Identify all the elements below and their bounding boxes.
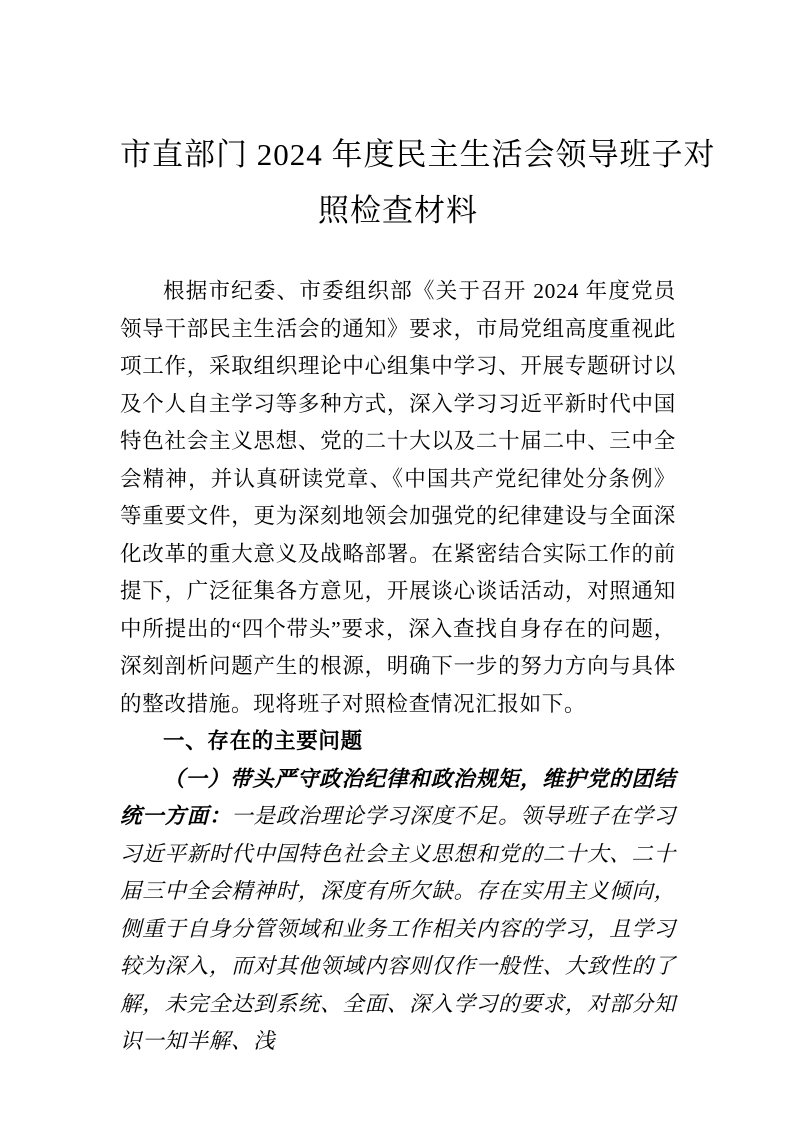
section-one-heading: 一、存在的主要问题	[163, 729, 363, 753]
subsection-one-lead: （一）带头严守政治纪律和政治规矩，维护党的团结统一方面：	[120, 766, 676, 828]
subsection-one-paragraph	[120, 761, 676, 1061]
document-title-line2: 照检查材料	[318, 193, 478, 228]
document-body	[120, 273, 676, 1061]
document-title-line1: 市直部门 2024 年度民主生活会领导班子对	[120, 137, 716, 172]
document-title	[120, 127, 716, 239]
document-content	[120, 127, 716, 1061]
subsection-one-text: 一是政治理论学习深度不足。领导班子在学习习近平新时代中国特色社会主义思想和党的二十大、二十届三中全会精神时，深度有所欠缺。存在实用主义倾向，侧重于自身分管领域和业务工作相关内容的学习，且学习较为深入，而对其他领域内容则仅作一般性、大致性的了解，未完全达到系统、全面、深入学习的要求，对部分知识一知半解、浅	[120, 804, 676, 1053]
intro-paragraph: 根据市纪委、市委组织部《关于召开 2024 年度党员领导干部民主生活会的通知》要求，市局党组高度重视此项工作，采取组织理论中心组集中学习、开展专题研讨以及个人自主学习等多种方式，深入学习习近平新时代中国特色社会主义思想、党的二十大以及二十届二中、三中全会精神，并认真研读党章、《中国共产党纪律处分条例》等重要文件，更为深刻地领会加强党的纪律建设与全面深化改革的重大意义及战略部署。在紧密结合实际工作的前提下，广泛征集各方意见，开展谈心谈话活动，对照通知中所提出的“四个带头”要求，深入查找自身存在的问题，深刻剖析问题产生的根源，明确下一步的努力方向与具体的整改措施。现将班子对照检查情况汇报如下。	[120, 279, 676, 716]
